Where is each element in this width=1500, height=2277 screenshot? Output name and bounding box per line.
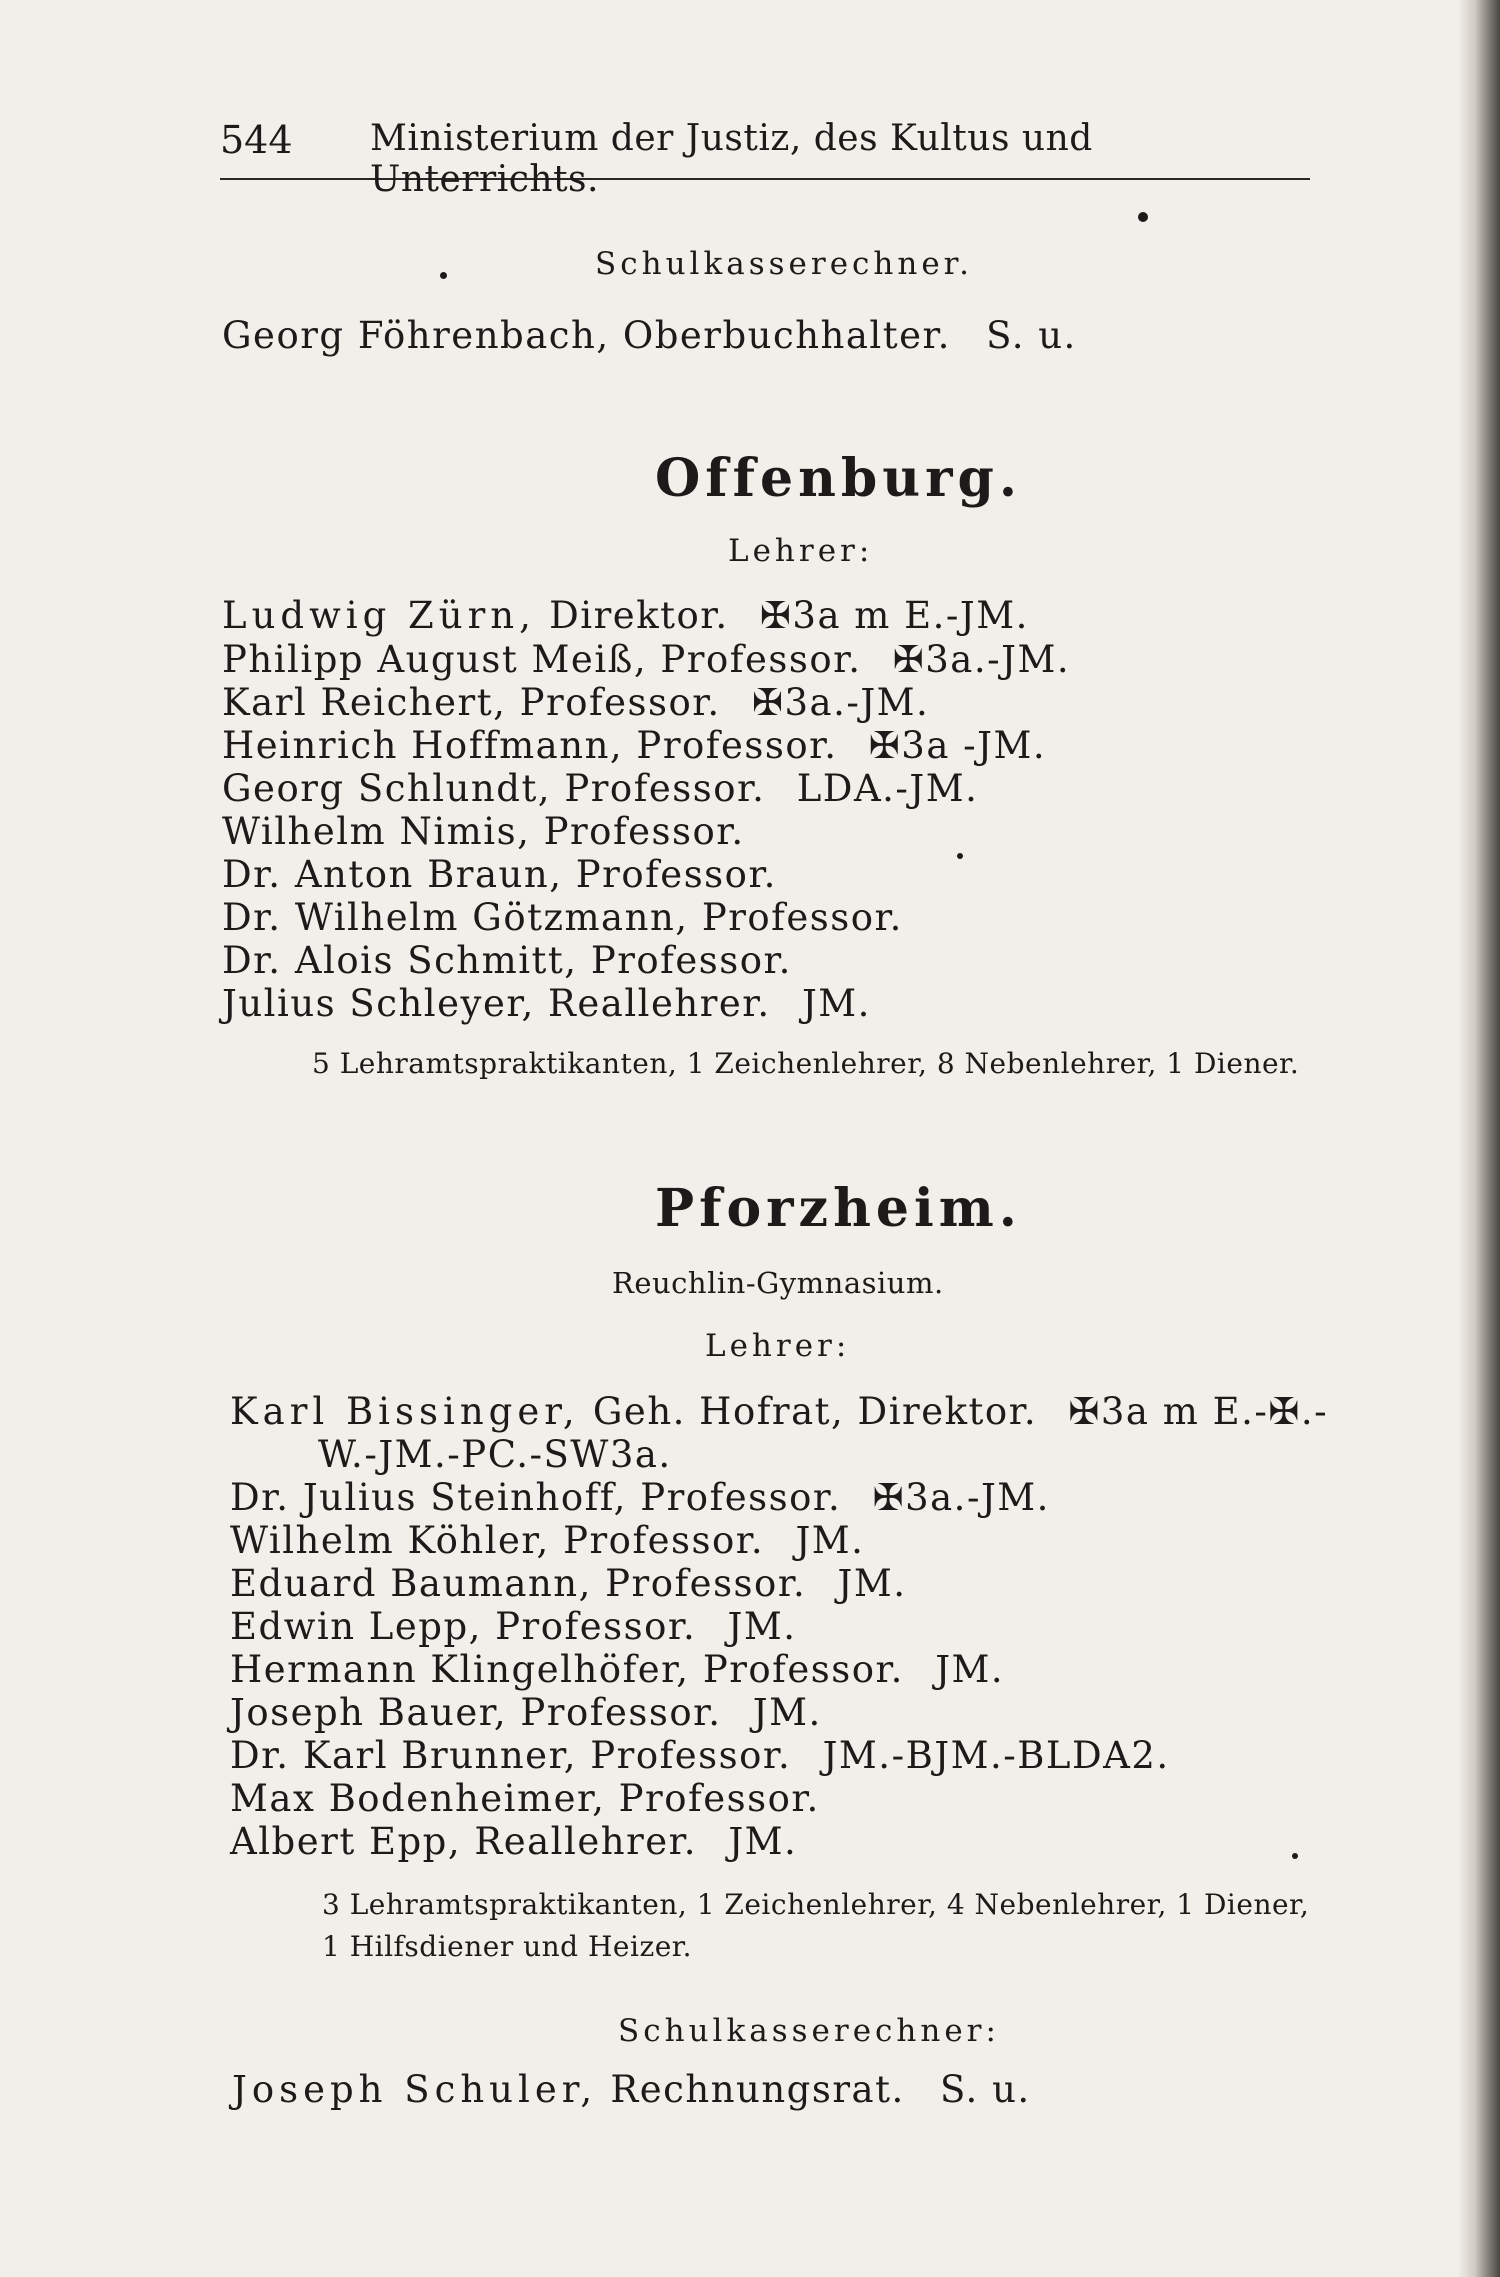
person-title: Professor. [590,939,792,982]
ink-speck [1292,1853,1298,1859]
cashier-entry [222,314,1077,357]
teacher-row [222,681,929,724]
teacher-row [230,1476,1050,1519]
staff-note: 3 Lehramtspraktikanten, 1 Zeichenlehrer, 4 Nebenlehrer, 1 Diener, [322,1888,1310,1921]
city-heading-offenburg: Offenburg. [655,448,1022,509]
person-name: Karl Reichert, [222,681,507,724]
page-number: 544 [220,118,293,162]
person-honors: ✠3a m E.-✠.- [1068,1390,1329,1433]
person-title: Professor. [590,1734,792,1777]
person-prefix: Dr. [230,1734,290,1777]
person-title: Professor. [519,681,721,724]
staff-note-continued: 1 Hilfsdiener und Heizer. [322,1930,692,1963]
person-honors: ✠3a.-JM. [872,1476,1050,1519]
person-honors: ✠3a.-JM. [751,681,930,724]
person-prefix: Dr. [222,939,282,982]
teachers-heading: Lehrer: [728,533,874,569]
person-title: Professor. [520,1691,722,1734]
page-edge-shadow [1458,0,1500,2277]
teacher-row [222,853,777,896]
person-name: Julius Steinhoff, [302,1476,627,1519]
person-honors-continued: W.-JM.-PC.-SW3a. [318,1433,672,1476]
person-title: Professor. [605,1562,807,1605]
person-honors: JM. [801,982,871,1025]
person-name: Georg Schlundt, [222,767,552,810]
person-honors: ✠3a.-JM. [892,638,1071,681]
person-title: Professor. [618,1777,820,1820]
person-honors: ✠3a -JM. [868,724,1047,767]
teacher-row [230,1390,1328,1433]
ink-speck [957,853,963,859]
person-honors: S. u. [940,2068,1031,2111]
person-honors: S. u. [986,314,1077,357]
person-honors: LDA.-JM. [796,767,979,810]
person-title: Reallehrer. [548,982,771,1025]
person-honors: JM. [727,1605,797,1648]
teacher-row [222,810,745,853]
person-honors: JM. [837,1562,907,1605]
school-name: Reuchlin-Gymnasium. [612,1266,944,1300]
person-name: Edwin Lepp, [230,1605,482,1648]
person-name: Wilhelm Köhler, [230,1519,550,1562]
person-name: Joseph Bauer, [230,1691,508,1734]
person-title: Reallehrer. [474,1820,698,1863]
cashier-entry [232,2068,1031,2111]
person-name: Georg Föhrenbach, [222,314,610,357]
person-name: Albert Epp, [230,1820,462,1863]
teacher-row [230,1777,820,1820]
person-title: Professor. [543,810,745,853]
person-name: Julius Schleyer, [222,982,535,1025]
person-honors: JM. [795,1519,865,1562]
person-title: Professor. [701,896,903,939]
person-name: Alois Schmitt, [294,939,578,982]
person-honors: JM.-BJM.-BLDA2. [822,1734,1170,1777]
person-title: Professor. [702,1648,904,1691]
person-name: Karl Brunner, [302,1734,577,1777]
person-name: Eduard Baumann, [230,1562,592,1605]
person-title: Professor. [636,724,838,767]
person-title: Professor. [575,853,777,896]
teacher-row [230,1562,906,1605]
teacher-row [222,982,871,1025]
teacher-row [222,767,978,810]
person-name: Joseph Schuler, [232,2068,598,2111]
person-title: Professor. [495,1605,697,1648]
person-title: Rechnungsrat. [610,2068,905,2111]
person-title: Professor. [660,638,862,681]
person-name: Anton Braun, [294,853,563,896]
person-prefix: Dr. [230,1476,290,1519]
teacher-row [222,724,1046,767]
person-honors: ✠3a m E.-JM. [759,594,1029,637]
ink-speck [1138,212,1148,222]
teacher-row [222,638,1070,681]
person-honors: JM. [752,1691,822,1734]
city-heading-pforzheim: Pforzheim. [655,1178,1022,1239]
person-title: Oberbuchhalter. [622,314,951,357]
person-title: Geh. Hofrat, Direktor. [592,1390,1038,1433]
person-title: Professor. [640,1476,842,1519]
page-header [220,118,1310,200]
teacher-row [230,1734,1170,1777]
person-title: Professor. [564,767,766,810]
person-name: Max Bodenheimer, [230,1777,606,1820]
person-name: Wilhelm Götzmann, [294,896,689,939]
teacher-row [230,1648,1004,1691]
staff-note: 5 Lehramtspraktikanten, 1 Zeichenlehrer, 8 Nebenlehrer, 1 Diener. [312,1047,1300,1080]
teacher-row [230,1691,822,1734]
running-head: Ministerium der Justiz, des Kultus und Unterrichts. [370,118,1093,200]
section-heading-schulkasserechner: Schulkasserechner: [618,2013,1000,2049]
person-name: Heinrich Hoffmann, [222,724,624,767]
person-prefix: Dr. [222,853,282,896]
person-honors: JM. [728,1820,798,1863]
person-honors: JM. [935,1648,1005,1691]
person-prefix: Dr. [222,896,282,939]
person-title: Professor. [563,1519,765,1562]
person-name: Ludwig Zürn, [222,594,536,637]
section-heading-schulkasserechner: Schulkasserechner. [595,246,973,282]
teacher-row [230,1820,797,1863]
teacher-row [222,594,1029,637]
person-name: Karl Bissinger, [230,1390,580,1433]
teacher-row [222,939,792,982]
teacher-row [230,1605,797,1648]
ink-speck [440,272,447,279]
person-name: Wilhelm Nimis, [222,810,531,853]
person-title: Direktor. [549,594,729,637]
teacher-row-continuation [318,1433,672,1476]
person-name: Philipp August Meiß, [222,638,648,681]
teachers-heading: Lehrer: [705,1328,851,1364]
teacher-row [230,1519,864,1562]
teacher-row [222,896,903,939]
person-name: Hermann Klingelhöfer, [230,1648,690,1691]
